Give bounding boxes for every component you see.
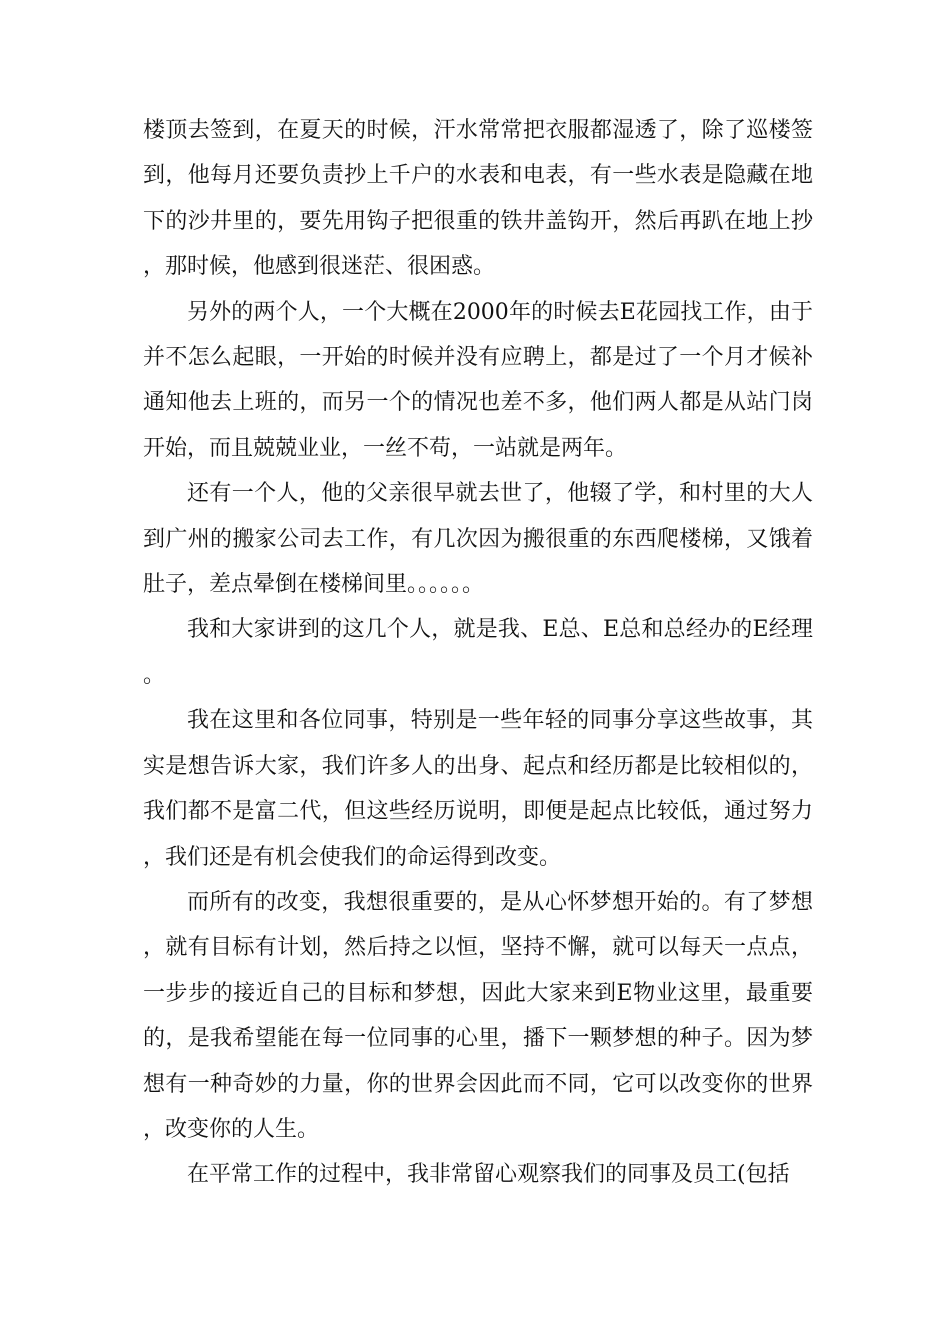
- paragraph-3: 还有一个人，他的父亲很早就去世了，他辍了学，和村里的大人到广州的搬家公司去工作，有几次因为搬很重的东西爬楼梯，又饿着肚子，差点晕倒在楼梯间里。。。。。。: [143, 481, 813, 598]
- paragraph-5: 我在这里和各位同事，特别是一些年轻的同事分享这些故事，其实是想告诉大家，我们许多人的出身、起点和经历都是比较相似的，我们都不是富二代，但这些经历说明，即便是起点比较低，通过努力，我们还是有机会使我们的命运得到改变。: [143, 708, 813, 870]
- paragraph-4: 我和大家讲到的这几个人，就是我、E总、E总和总经办的E经理。: [143, 617, 813, 688]
- document-body: [143, 108, 813, 1198]
- paragraph-1: 楼顶去签到，在夏天的时候，汗水常常把衣服都湿透了，除了巡楼签到，他每月还要负责抄上千户的水表和电表，有一些水表是隐藏在地下的沙井里的，要先用钩子把很重的铁井盖钩开，然后再趴在地上抄，那时候，他感到很迷茫、很困惑。: [143, 118, 813, 280]
- paragraph-2: 另外的两个人，一个大概在2000年的时候去E花园找工作，由于并不怎么起眼，一开始的时候并没有应聘上，都是过了一个月才候补通知他去上班的，而另一个的情况也差不多，他们两人都是从站门岗开始，而且兢兢业业，一丝不苟，一站就是两年。: [143, 299, 813, 461]
- paragraph-6: 而所有的改变，我想很重要的，是从心怀梦想开始的。有了梦想，就有目标有计划，然后持之以恒，坚持不懈，就可以每天一点点，一步步的接近自己的目标和梦想，因此大家来到E物业这里，最重要的，是我希望能在每一位同事的心里，播下一颗梦想的种子。因为梦想有一种奇妙的力量，你的世界会因此而不同，它可以改变你的世界，改变你的人生。: [143, 889, 813, 1142]
- paragraph-7: 在平常工作的过程中，我非常留心观察我们的同事及员工(包括: [187, 1162, 790, 1188]
